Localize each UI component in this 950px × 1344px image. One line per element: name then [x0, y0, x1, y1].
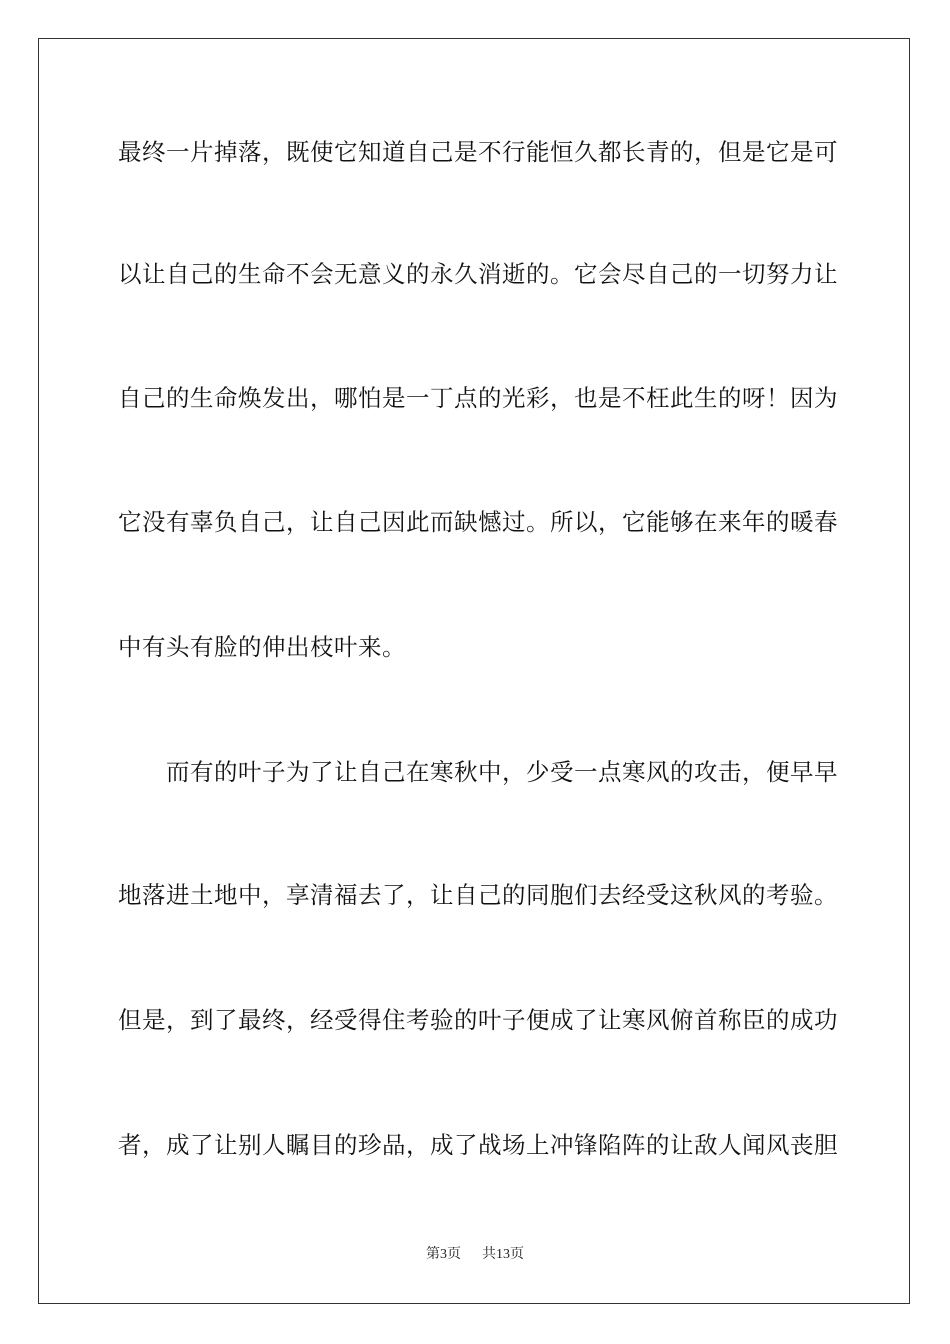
text-line-5: 中有头有脸的伸出枝叶来。	[118, 633, 406, 661]
text-line-3: 自己的生命焕发出，哪怕是一丁点的光彩，也是不枉此生的呀！因为	[118, 384, 838, 412]
text-line-7: 地落进土地中，享清福去了，让自己的同胞们去经受这秋风的考验。	[118, 881, 838, 909]
page-number: 第3页	[426, 1247, 461, 1262]
text-line-8: 但是，到了最终，经受得住考验的叶子便成了让寒风俯首称臣的成功	[118, 1006, 838, 1034]
text-line-9: 者，成了让别人瞩目的珍品，成了战场上冲锋陷阵的让敌人闻风丧胆	[118, 1131, 838, 1159]
text-line-2: 以让自己的生命不会无意义的永久消逝的。它会尽自己的一切努力让	[118, 260, 838, 288]
text-line-6: 而有的叶子为了让自己在寒秋中，少受一点寒风的攻击，便早早	[118, 758, 838, 786]
page-border	[38, 38, 910, 1304]
total-pages: 共13页	[482, 1247, 524, 1262]
text-line-1: 最终一片掉落，既使它知道自己是不行能恒久都长青的，但是它是可	[118, 138, 838, 166]
page-footer	[0, 1246, 950, 1264]
text-line-4: 它没有辜负自己，让自己因此而缺憾过。所以，它能够在来年的暖春	[118, 508, 838, 536]
